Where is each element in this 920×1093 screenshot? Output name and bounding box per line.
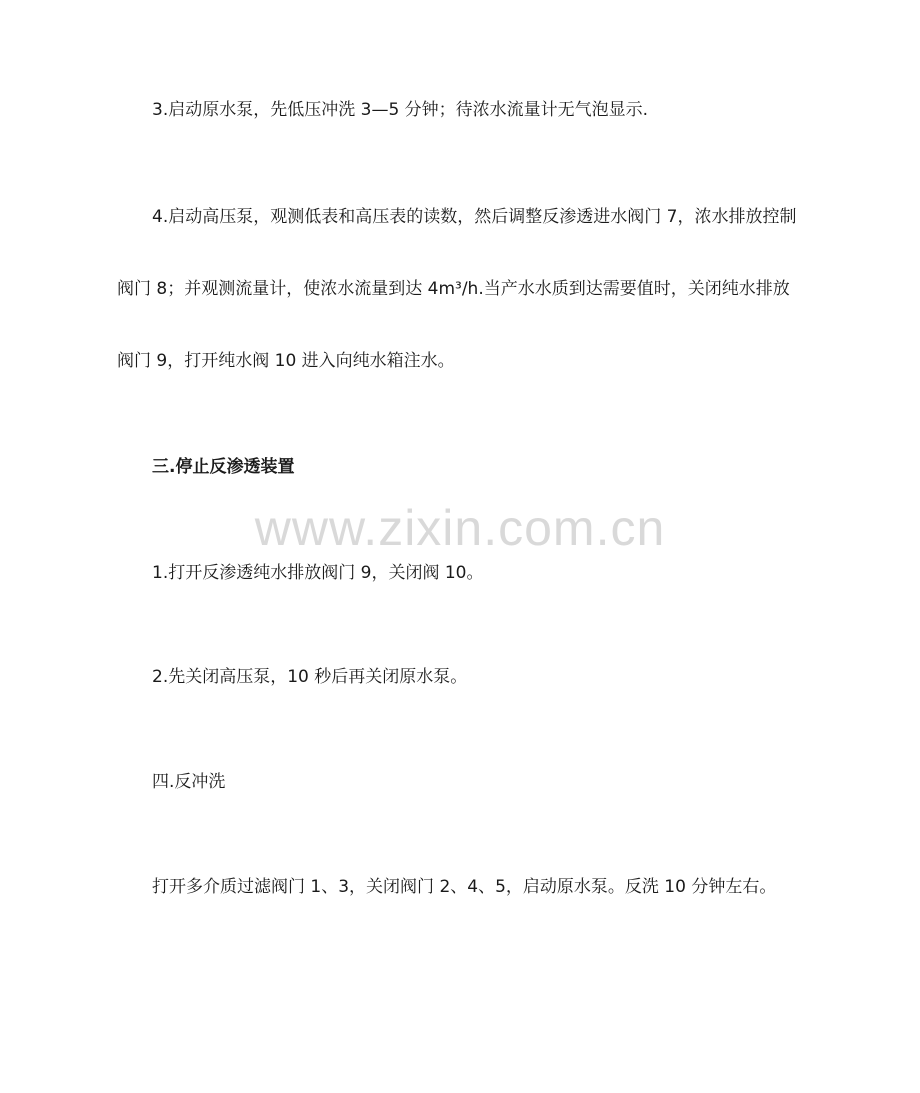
stop-step-2-text: 2.先关闭高压泵，10 秒后再关闭原水泵。: [152, 667, 468, 687]
step-3-text: 3.启动原水泵，先低压冲洗 3—5 分钟；待浓水流量计无气泡显示.: [152, 100, 649, 120]
section-heading-backwash: 四.反冲洗: [152, 772, 226, 792]
step-4-line-1: 4.启动高压泵，观测低表和高压表的读数，然后调整反渗透进水阀门 7，浓水排放控制: [152, 207, 797, 227]
section-heading-stop-ro: 三.停止反渗透装置: [152, 457, 295, 477]
step-4-line-2: 阀门 8；并观测流量计，使浓水流量到达 4m³/h.当产水水质到达需要值时，关闭纯水排放: [117, 279, 790, 299]
backwash-text: 打开多介质过滤阀门 1、3，关闭阀门 2、4、5，启动原水泵。反洗 10 分钟左右。: [152, 877, 777, 897]
step-4-line-3: 阀门 9，打开纯水阀 10 进入向纯水箱注水。: [117, 351, 455, 371]
stop-step-1-text: 1.打开反渗透纯水排放阀门 9，关闭阀 10。: [152, 563, 484, 583]
watermark: www.zixin.com.cn: [254, 500, 666, 556]
